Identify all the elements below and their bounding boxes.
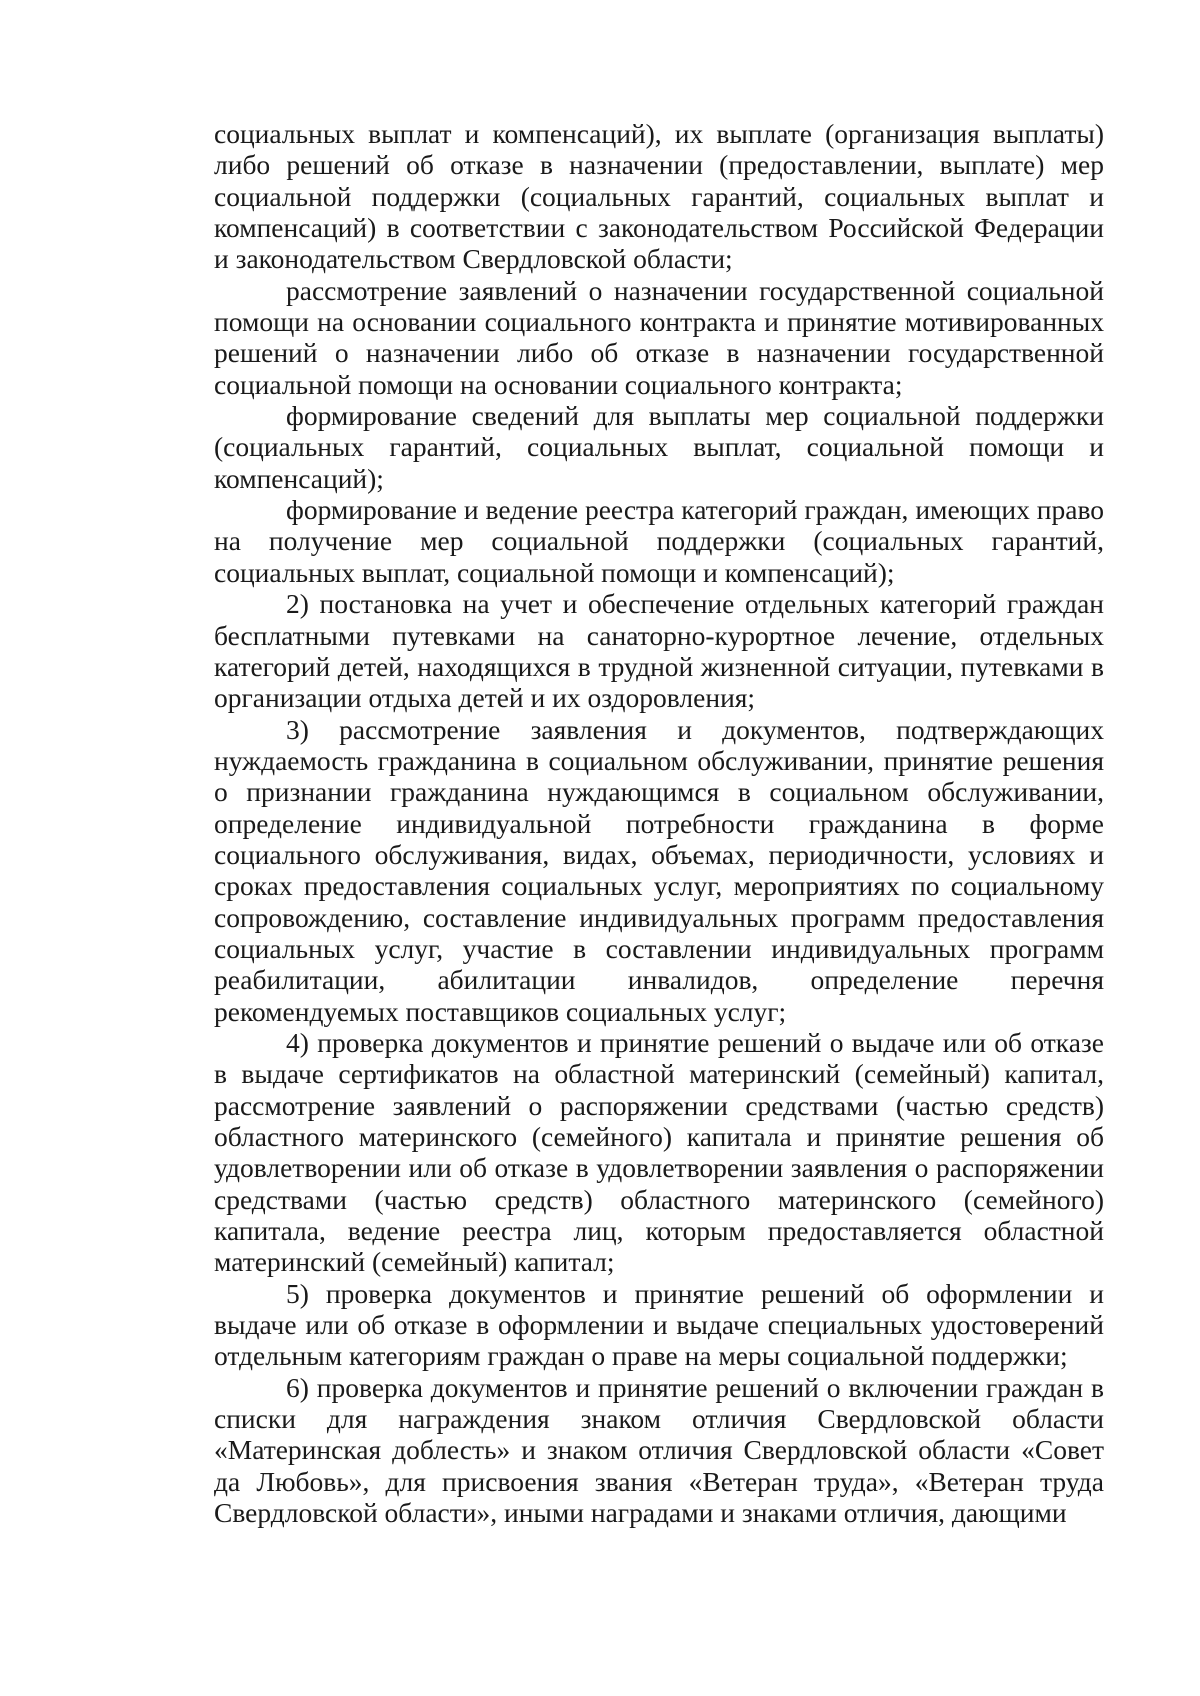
paragraph-item-3: 3) рассмотрение заявления и документов, подтверждающих нуждаемость гражданина в социальном обслуживании, принятие решения о признании гражданина нуждающимся в социальном обслуживании, определение индивидуальной потребности гражданина в форме социального обслуживания, видах, объемах, периодичности, условиях и сроках предоставления социальных услуг, мероприятиях по социальному сопровождению, составление индивидуальных программ предоставления социальных услуг, участие в составлении индивидуальных программ реабилитации, абилитации инвалидов, определение перечня рекомендуемых поставщиков социальных услуг; (214, 713, 1104, 1027)
paragraph-registry: формирование и ведение реестра категорий граждан, имеющих право на получение мер социальной поддержки (социальных гарантий, социальных выплат, социальной помощи и компенсаций); (214, 494, 1104, 588)
paragraph-item-6: 6) проверка документов и принятие решений о включении граждан в списки для награждения знаком отличия Свердловской области «Материнская доблесть» и знаком отличия Свердловской области «Совет да Любовь», для присвоения звания «Ветеран труда», «Ветеран труда Свердловской области», иными наградами и знаками отличия, дающими (214, 1371, 1104, 1529)
paragraph-item-5: 5) проверка документов и принятие решений об оформлении и выдаче или об отказе в оформлении и выдаче специальных удостоверений отдельным категориям граждан о праве на меры социальной поддержки; (214, 1277, 1104, 1372)
paragraph-payment-data: формирование сведений для выплаты мер социальной поддержки (социальных гарантий, социальных выплат, социальной помощи и компенсаций); (214, 400, 1104, 494)
paragraph-item-2: 2) постановка на учет и обеспечение отдельных категорий граждан бесплатными путевками на санаторно-курортное лечение, отдельных категорий детей, находящихся в трудной жизненной ситуации, путевками в организации отдыха детей и их оздоровления; (214, 588, 1104, 714)
paragraph-continuation: социальных выплат и компенсаций), их выплате (организация выплаты) либо решений об отказе в назначении (предоставлении, выплате) мер социальной поддержки (социальных гарантий, социальных выплат и компенсаций) в соответствии с законодательством Российской Федерации и законодательством Свердловской области; (214, 118, 1104, 275)
paragraph-social-contract: рассмотрение заявлений о назначении государственной социальной помощи на основании социального контракта и принятие мотивированных решений о назначении либо об отказе в назначении государственной социальной помощи на основании социального контракта; (214, 274, 1104, 400)
document-page (214, 118, 1104, 1528)
paragraph-item-4: 4) проверка документов и принятие решений о выдаче или об отказе в выдаче сертификатов на областной материнский (семейный) капитал, рассмотрение заявлений о распоряжении средствами (частью средств) областного материнского (семейного) капитала и принятие решения об удовлетворении или об отказе в удовлетворении заявления о распоряжении средствами (частью средств) областного материнского (семейного) капитала, ведение реестра лиц, которым предоставляется областной материнский (семейный) капитал; (214, 1026, 1104, 1278)
